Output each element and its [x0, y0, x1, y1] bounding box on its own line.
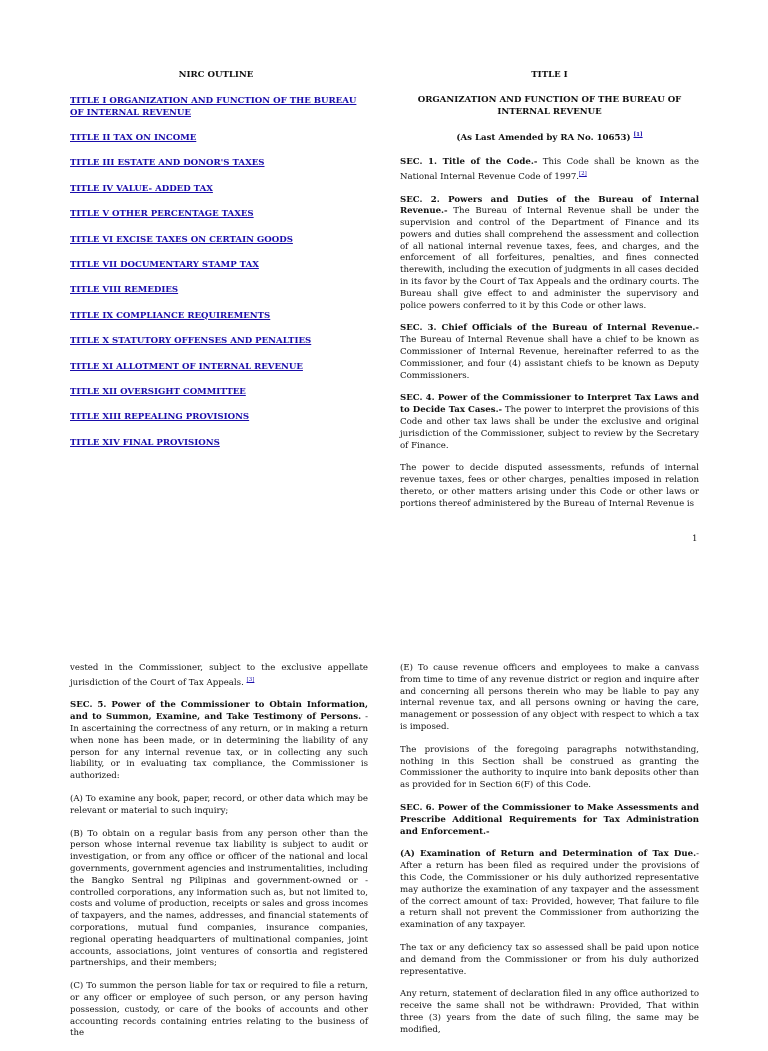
title-subheading: ORGANIZATION AND FUNCTION OF THE BUREAU OF INTERNAL REVENUE — [417, 94, 682, 117]
section-4: SEC. 4. Power of the Commissioner to Interpret Tax Laws and to Decide Tax Cases.- The power to interpret the provisions of this Code and other tax laws shall be under the exclusive and original jurisdiction of the Commissioner, subject to review by the Secretary of Finance. — [400, 393, 699, 451]
page-number: 1 — [692, 534, 698, 544]
toc-link-title-13[interactable]: TITLE XIII REPEALING PROVISIONS — [70, 412, 250, 423]
section-3-heading: SEC. 3. Chief Officials of the Bureau of Internal Revenue.- — [400, 323, 699, 334]
section-5-provisions: The provisions of the foregoing paragraphs notwithstanding, nothing in this Section shall be construed as granting the Commissioner the authority to inquire into bank deposits other than as provided for in Section 6(F) of this Code. — [400, 744, 699, 791]
section-5-b: (B) To obtain on a regular basis from any person other than the person whose internal revenue tax liability is subject to audit or investigation, or from any office or officer of the national and local governments, government agencies and instrumentalities, including the Bangko Sentral ng Pilipinas and government-owned or -controlled corporations, any information such as, but not limited to, costs and volume of production, receipts or sales and gross incomes of taxpayers, and the names, addresses, and financial statements of corporations, mutual fund companies, insurance companies, regional operating headquarters of multinational companies, joint accounts, associations, joint ventures of consortia and registered partnerships, and their members; — [70, 828, 368, 969]
title-heading: TITLE I — [531, 70, 568, 80]
footnote-ref[interactable]: [2] — [579, 170, 587, 177]
toc-column — [70, 70, 362, 463]
toc-link-title-12[interactable]: TITLE XII OVERSIGHT COMMITTEE — [70, 386, 246, 397]
section-6-heading: SEC. 6. Power of the Commissioner to Make Assessments and Prescribe Additional Requirements for Tax Administration and Enforcement.- — [400, 802, 699, 837]
toc-link-title-11[interactable]: TITLE XI ALLOTMENT OF INTERNAL REVENUE — [70, 361, 303, 372]
section-5-c: (C) To summon the person liable for tax or required to file a return, or any officer or employee of such person, or any person having possession, custody, or care of the books of accounts and other accounting records containing entries relating to the business of the — [70, 981, 368, 1039]
page-2-left-column — [70, 663, 368, 1051]
section-6-a: (A) Examination of Return and Determination of Tax Due.- After a return has been filed as required under the provisions of this Code, the Commissioner or his duly authorized representative may authorize the examination of any taxpayer and the assessment of the correct amount of tax: Provided, however, That failure to file a return shall not prevent the Commissioner from authorizing the examination of any taxpayer. — [400, 849, 699, 931]
toc-heading: NIRC OUTLINE — [178, 70, 254, 80]
toc-link-title-10[interactable]: TITLE X STATUTORY OFFENSES AND PENALTIES — [70, 336, 312, 347]
section-2-heading: SEC. 2. Powers and Duties of the Bureau of Internal Revenue.- — [400, 194, 699, 217]
section-3: SEC. 3. Chief Officials of the Bureau of Internal Revenue.- The Bureau of Internal Revenue shall have a chief to be known as Commissioner of Internal Revenue, hereinafter referred to as the Commissioner, and four (4) assistant chiefs to be known as Deputy Commissioners. — [400, 323, 699, 381]
section-1: SEC. 1. Title of the Code.- This Code shall be known as the National Internal Revenue Code of 1997.[2] — [400, 157, 699, 182]
section-2: SEC. 2. Powers and Duties of the Bureau of Internal Revenue.- The Bureau of Internal Revenue shall be under the supervision and control of the Department of Finance and its powers and duties shall comprehend the assessment and collection of all national internal revenue taxes, fees, and charges, and the enforcement of all forfeitures, penalties, and fines connected therewith, including the execution of judgments in all cases decided in its favor by the Court of Tax Appeals and the ordinary courts. The Bureau shall give effect to and administer the supervisory and police powers conferred to it by this Code or other laws. — [400, 194, 699, 311]
toc-link-title-1[interactable]: TITLE I ORGANIZATION AND FUNCTION OF THE BUREAU OF INTERNAL REVENUE — [70, 95, 357, 118]
title-one-column — [400, 70, 699, 522]
toc-link-title-6[interactable]: TITLE VI EXCISE TAXES ON CERTAIN GOODS — [70, 234, 293, 245]
toc-link-title-2[interactable]: TITLE II TAX ON INCOME — [70, 132, 197, 143]
section-6-tax-paragraph: The tax or any deficiency tax so assessed shall be paid upon notice and demand from the Commissioner or from his duly authorized representative. — [400, 942, 699, 977]
section-1-heading: SEC. 1. Title of the Code.- — [400, 157, 538, 168]
section-5-heading: SEC. 5. Power of the Commissioner to Obtain Information, and to Summon, Examine, and Take Testimony of Persons. — [70, 700, 368, 723]
section-5: SEC. 5. Power of the Commissioner to Obtain Information, and to Summon, Examine, and Take Testimony of Persons. - In ascertaining the correctness of any return, or in making a return when none has been made, or in determining the liability of any person for any internal revenue tax, or in collecting any such liability, or in evaluating tax compliance, the Commissioner is authorized: — [70, 700, 368, 782]
page-gap — [0, 600, 768, 650]
toc-link-title-7[interactable]: TITLE VII DOCUMENTARY STAMP TAX — [70, 259, 259, 270]
section-6 — [400, 803, 699, 838]
section-6-a-heading: (A) Examination of Return and Determination of Tax Due. — [400, 849, 697, 860]
section-4-paragraph-2: The power to decide disputed assessments, refunds of internal revenue taxes, fees or other charges, penalties imposed in relation thereto, or other matters arising under this Code or other laws or portions thereof administered by the Bureau of Internal Revenue is — [400, 463, 699, 509]
toc-link-title-9[interactable]: TITLE IX COMPLIANCE REQUIREMENTS — [70, 310, 271, 321]
toc-link-title-14[interactable]: TITLE XIV FINAL PROVISIONS — [70, 437, 220, 448]
section-5-e: (E) To cause revenue officers and employees to make a canvass from time to time of any revenue district or region and inquire after and concerning all persons therein who may be liable to pay any internal revenue tax, and all persons owning or having the care, management or possession of any object with respect to which a tax is imposed. — [400, 663, 699, 732]
section-4-heading: SEC. 4. Power of the Commissioner to Interpret Tax Laws and to Decide Tax Cases.- — [400, 393, 699, 416]
section-4-continuation: vested in the Commissioner, subject to the exclusive appellate jurisdiction of the Court of Tax Appeals. [3] — [70, 663, 368, 688]
footnote-ref[interactable]: [1] — [633, 132, 643, 139]
toc-link-title-8[interactable]: TITLE VIII REMEDIES — [70, 285, 179, 296]
toc-link-title-4[interactable]: TITLE IV VALUE- ADDED TAX — [70, 183, 213, 194]
footnote-ref[interactable]: [3] — [246, 676, 255, 683]
section-6-return-paragraph: Any return, statement of declaration filed in any office authorized to receive the same shall not be withdrawn: Provided, That within three (3) years from the date of such filing, the same may be modified, — [400, 989, 699, 1035]
section-5-a: (A) To examine any book, paper, record, or other data which may be relevant or material to such inquiry; — [70, 794, 368, 816]
page-2-right-column — [400, 663, 699, 1048]
toc-link-title-5[interactable]: TITLE V OTHER PERCENTAGE TAXES — [70, 209, 254, 220]
toc-link-title-3[interactable]: TITLE III ESTATE AND DONOR'S TAXES — [70, 158, 265, 169]
amended-note: (As Last Amended by RA No. 10653) [1] — [456, 132, 643, 144]
